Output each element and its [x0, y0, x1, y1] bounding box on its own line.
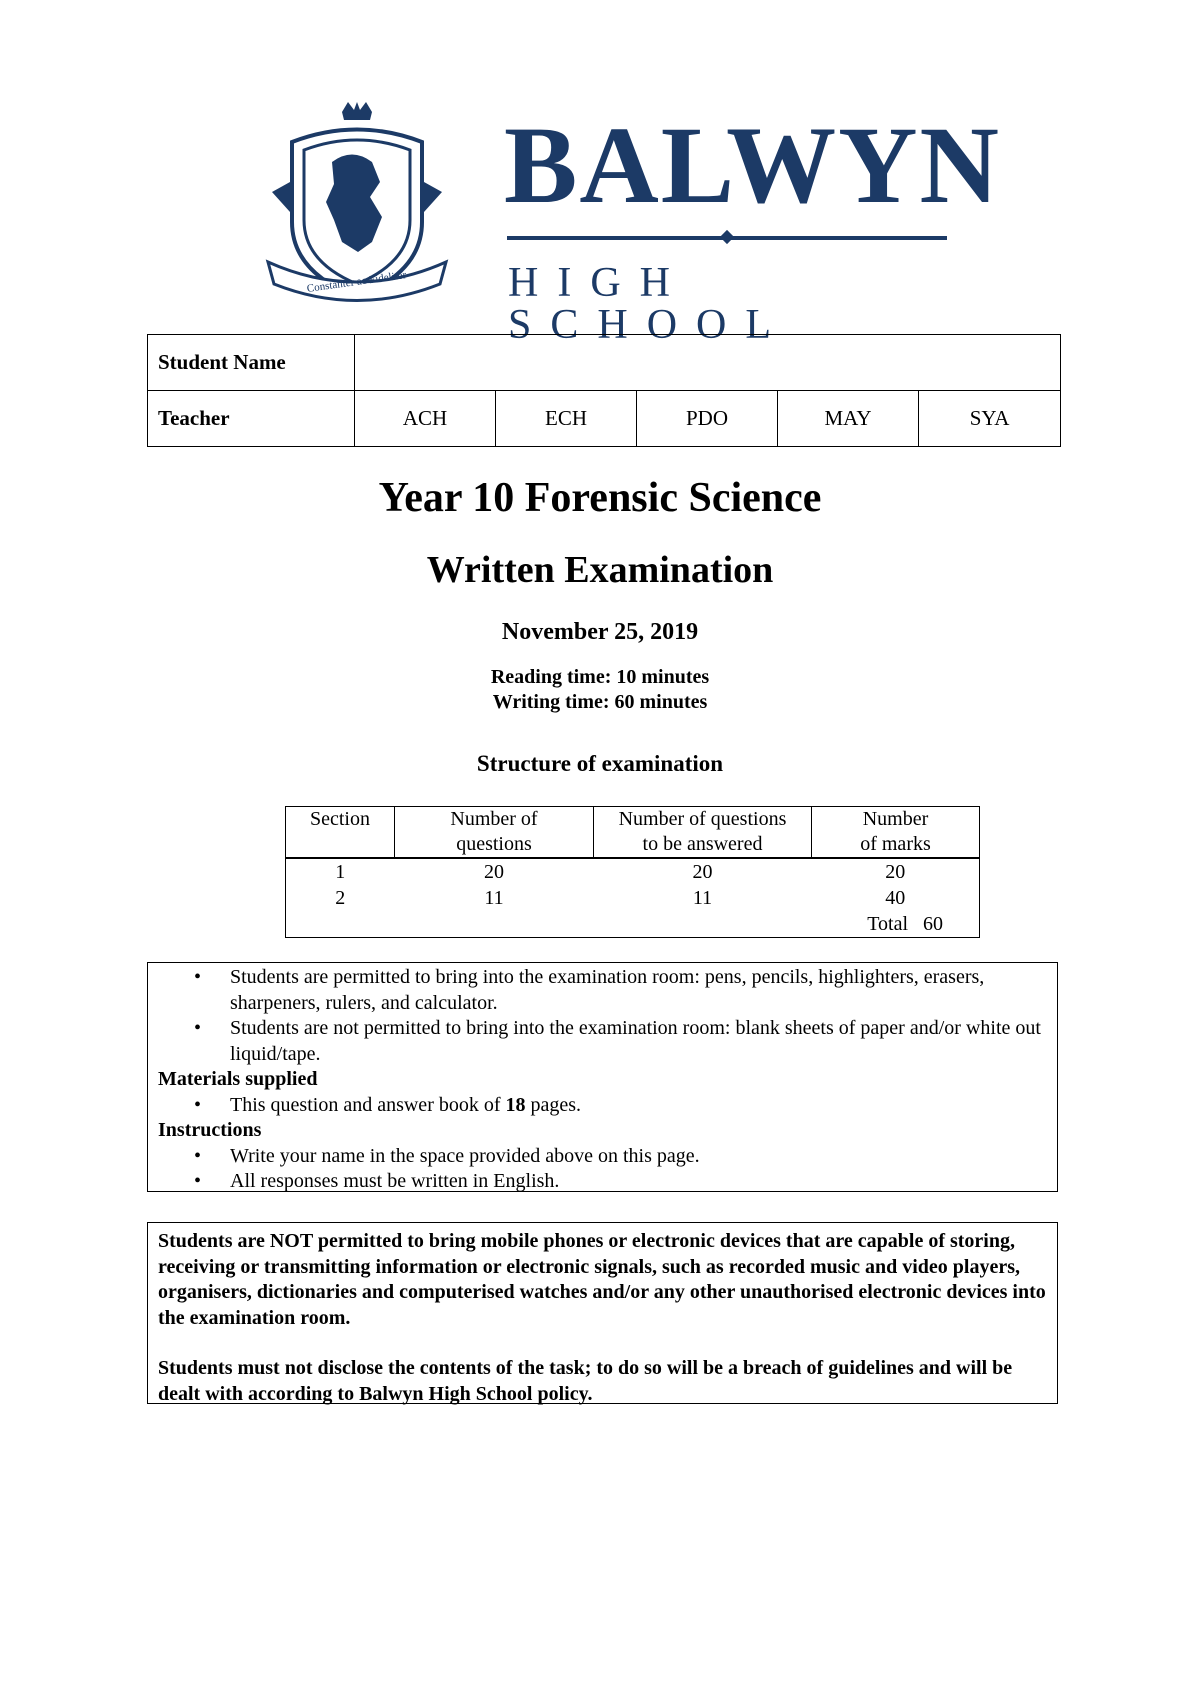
exam-subject-title: Year 10 Forensic Science	[378, 475, 822, 521]
answered-cell: 11	[692, 887, 713, 909]
school-subtitle: HIGH SCHOOL	[508, 260, 791, 348]
table-row	[286, 885, 980, 911]
student-name-label: Student Name	[148, 335, 355, 391]
student-info-table	[147, 334, 1061, 447]
warning-box	[147, 1222, 1058, 1404]
total-cell	[812, 911, 980, 938]
svg-text:Constanter ac Fideliter: Constanter ac Fideliter	[306, 269, 408, 295]
exam-structure-table	[285, 806, 980, 938]
list-item: • Students are permitted to bring into the examination room: pens, pencils, highlighters, erasers, sharpeners, rulers, and calculator.	[158, 965, 1047, 1016]
header-marks: Number of marks	[812, 807, 980, 859]
section-cell: 2	[335, 887, 346, 909]
list-item: • This question and answer book of 18 pages.	[158, 1093, 1047, 1119]
list-item: • All responses must be written in English.	[158, 1169, 1047, 1195]
header-to-answer: Number of questions to be answered	[594, 807, 812, 859]
list-item: • Students are not permitted to bring into the examination room: blank sheets of paper and/or white out liquid/tape.	[158, 1016, 1047, 1067]
total-row	[286, 911, 980, 938]
exam-date: November 25, 2019	[501, 619, 699, 645]
student-name-row	[148, 335, 1061, 391]
header-num-questions: Number of questions	[395, 807, 594, 859]
marks-cell: 20	[885, 861, 906, 883]
teacher-label: Teacher	[148, 391, 355, 447]
section-cell: 1	[335, 861, 346, 883]
school-name: BALWYN	[504, 104, 1001, 226]
total-value: 60	[923, 913, 943, 935]
teacher-option-may[interactable]: MAY	[778, 391, 919, 447]
teacher-option-ach[interactable]: ACH	[355, 391, 496, 447]
questions-cell: 11	[484, 887, 504, 909]
answered-cell: 20	[692, 861, 713, 883]
exam-times	[0, 665, 1200, 715]
materials-list	[158, 1093, 1047, 1119]
questions-cell: 20	[484, 861, 504, 883]
school-crest-icon	[262, 102, 452, 310]
school-logo	[262, 102, 1001, 348]
student-name-field[interactable]	[355, 335, 1061, 391]
structure-header-row	[286, 807, 980, 859]
writing-time: Writing time: 60 minutes	[492, 691, 708, 713]
teacher-row	[148, 391, 1061, 447]
exam-type-title: Written Examination	[426, 549, 774, 591]
header-section: Section	[286, 807, 395, 859]
instructions-box	[147, 962, 1058, 1192]
teacher-option-sya[interactable]: SYA	[919, 391, 1061, 447]
disclosure-warning: Students must not disclose the contents of the task; to do so will be a breach of guidelines and will be dealt with according to Balwyn High School policy.	[158, 1357, 1013, 1405]
teacher-option-ech[interactable]: ECH	[496, 391, 637, 447]
teacher-option-pdo[interactable]: PDO	[637, 391, 778, 447]
permission-list	[158, 965, 1047, 1067]
instructions-list	[158, 1144, 1047, 1195]
list-item: • Write your name in the space provided above on this page.	[158, 1144, 1047, 1170]
materials-heading: Materials supplied	[158, 1068, 318, 1090]
table-row	[286, 858, 980, 885]
marks-cell: 40	[885, 887, 906, 909]
structure-heading: Structure of examination	[476, 751, 724, 776]
total-label: Total	[867, 913, 908, 935]
logo-divider-dot	[720, 230, 734, 244]
instructions-heading: Instructions	[158, 1119, 262, 1141]
reading-time: Reading time: 10 minutes	[490, 666, 710, 688]
devices-warning: Students are NOT permitted to bring mobile phones or electronic devices that are capable of storing, receiving or transmitting information or electronic signals, such as recorded music and video players, organisers, dictionaries and computerised watches and/or any other unauthorised electronic devices into the examination room.	[158, 1230, 1046, 1329]
